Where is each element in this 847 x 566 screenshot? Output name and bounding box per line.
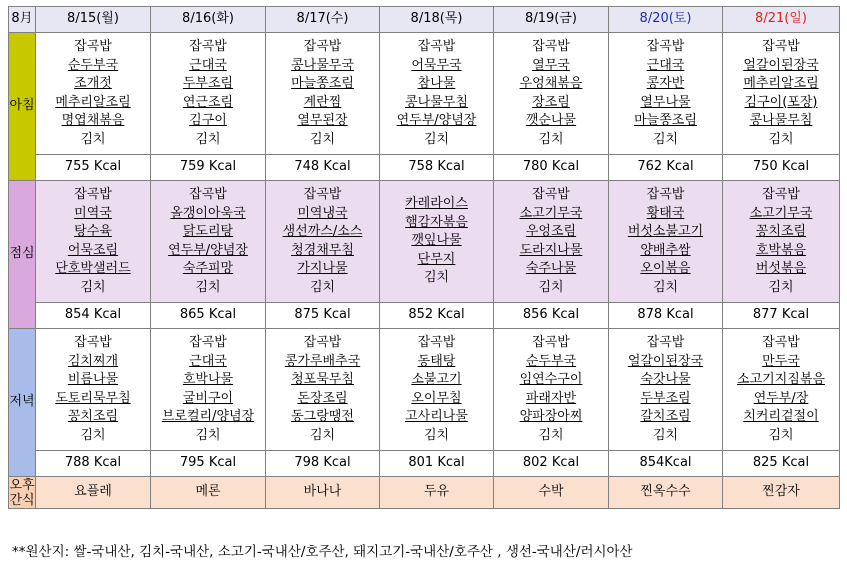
menu-item: 메추리알조림 [55, 94, 131, 110]
menu-item: 우엉조림 [525, 224, 577, 239]
menu-item: 호박볶음 [755, 242, 807, 258]
snack-item: 수박 [494, 477, 609, 509]
menu-item: 호박나물 [182, 372, 234, 387]
menu-item: 연두부/양념장 [396, 113, 477, 128]
kcal-value: 856 Kcal [494, 303, 609, 329]
kcal-value: 802 Kcal [494, 451, 609, 477]
kcal-value: 795 Kcal [151, 451, 266, 477]
kcal-value: 877 Kcal [723, 303, 840, 329]
menu-item: 잡곡밥 [532, 187, 570, 202]
menu-item: 김치 [538, 427, 564, 443]
kcal-value: 750 Kcal [723, 155, 840, 181]
month-label: 8月 [9, 7, 36, 33]
kcal-value: 758 Kcal [380, 155, 494, 181]
menu-item: 숙주피망 [182, 261, 234, 276]
menu-item: 양배추쌈 [640, 242, 691, 258]
lunch-menu-cell [609, 181, 723, 303]
menu-item: 명엽채볶음 [61, 113, 125, 128]
menu-item: 꽁치조림 [755, 224, 807, 239]
menu-item: 어묵무국 [411, 57, 462, 73]
menu-item: 숙주나물 [525, 261, 577, 276]
menu-item: 장조림 [532, 94, 570, 110]
menu-item: 햄감자볶음 [405, 214, 468, 230]
kcal-value: 875 Kcal [266, 303, 380, 329]
menu-item: 돈장조림 [297, 390, 348, 406]
breakfast-menu-cell [494, 33, 609, 155]
day-header-fri: 8/19(금) [494, 7, 609, 33]
menu-item: 잡곡밥 [762, 335, 800, 350]
menu-item: 도라지나물 [519, 242, 583, 258]
dinner-menu-cell [151, 329, 266, 451]
snack-item: 두유 [380, 477, 494, 509]
menu-item: 마늘쫑조림 [634, 113, 697, 128]
menu-item: 잡곡밥 [532, 39, 570, 54]
menu-item: 김치 [80, 131, 106, 147]
dinner-menu-cell [494, 329, 609, 451]
breakfast-menu-cell [266, 33, 380, 155]
menu-item: 만두국 [762, 353, 800, 369]
menu-item: 두부조림 [640, 390, 691, 406]
menu-item: 브로컬리/양념장 [161, 409, 255, 424]
lunch-menu-cell [723, 181, 840, 303]
menu-item: 김치 [80, 279, 106, 295]
menu-item: 잡곡밥 [417, 39, 456, 54]
menu-item: 단무지 [417, 251, 456, 267]
menu-item: 김치 [768, 279, 794, 295]
menu-item: 콩나물무침 [749, 113, 813, 128]
menu-item: 굴비구이 [182, 390, 234, 406]
menu-item: 꽁치조림 [67, 409, 119, 424]
menu-item: 잡곡밥 [646, 335, 685, 350]
lunch-menu-cell [380, 181, 494, 303]
menu-item: 소불고기 [411, 372, 462, 387]
menu-item: 잡곡밥 [646, 39, 685, 54]
menu-item: 잡곡밥 [189, 335, 227, 350]
header-row [9, 7, 840, 33]
origin-note: **원산지: 쌀-국내산, 김치-국내산, 소고기-국내산/호주산, 돼지고기-국내산/호주산 , 생선-국내산/러시아산 [12, 544, 633, 560]
menu-item: 갈치조림 [640, 409, 691, 424]
menu-item: 김치 [80, 427, 106, 443]
kcal-value: 788 Kcal [36, 451, 151, 477]
lunch-menu-cell [494, 181, 609, 303]
menu-item: 김치 [195, 427, 221, 443]
menu-item: 잡곡밥 [74, 39, 112, 54]
kcal-value: 748 Kcal [266, 155, 380, 181]
dinner-menu-cell [36, 329, 151, 451]
menu-item: 올갱이아욱국 [170, 205, 246, 221]
day-header-sat: 8/20(토) [609, 7, 723, 33]
menu-item: 계란찜 [303, 94, 342, 110]
breakfast-menu-cell [723, 33, 840, 155]
breakfast-label: 아침 [9, 33, 36, 181]
menu-item: 숙갓나물 [640, 372, 691, 387]
menu-item: 어묵조림 [67, 242, 119, 258]
menu-item: 닭도리탕 [182, 224, 234, 239]
menu-item: 열무된장 [297, 113, 348, 128]
menu-item: 근대국 [189, 353, 227, 369]
menu-item: 김구이(포장) [744, 94, 818, 110]
weekly-meal-table [8, 6, 840, 509]
menu-item: 얼갈이된장국 [743, 57, 819, 73]
menu-item: 순두부국 [67, 57, 119, 73]
menu-item: 김치 [195, 279, 221, 295]
snack-item: 찐감자 [723, 477, 840, 509]
lunch-menu-cell [36, 181, 151, 303]
menu-item: 얼갈이된장국 [627, 353, 704, 369]
menu-item: 임연수구이 [519, 372, 583, 387]
menu-item: 잡곡밥 [74, 335, 112, 350]
menu-item: 파래자반 [525, 390, 577, 406]
dinner-menu-cell [723, 329, 840, 451]
dinner-kcal-row [9, 451, 840, 477]
menu-item: 근대국 [189, 57, 227, 73]
kcal-value: 762 Kcal [609, 155, 723, 181]
menu-item: 김치찌개 [67, 353, 119, 369]
menu-item: 잡곡밥 [762, 187, 800, 202]
dinner-menu-cell [609, 329, 723, 451]
menu-item: 콩자반 [646, 76, 685, 91]
menu-item: 양파장아찌 [519, 409, 583, 424]
menu-item: 단호박샐러드 [55, 261, 131, 276]
menu-item: 연근조림 [182, 94, 234, 110]
menu-item: 잡곡밥 [417, 335, 456, 350]
menu-item: 고사리나물 [405, 409, 468, 424]
breakfast-kcal-row [9, 155, 840, 181]
menu-item: 잡곡밥 [189, 39, 227, 54]
kcal-value: 798 Kcal [266, 451, 380, 477]
menu-item: 잡곡밥 [303, 39, 342, 54]
menu-item: 조개젓 [74, 76, 112, 91]
menu-item: 김치 [652, 427, 679, 443]
menu-item: 두부조림 [182, 76, 234, 91]
kcal-value: 865 Kcal [151, 303, 266, 329]
menu-item: 비름나물 [67, 372, 119, 387]
menu-item: 김치 [309, 131, 336, 147]
menu-item: 생선까스/소스 [282, 224, 363, 239]
menu-item: 연두부/장 [753, 390, 809, 406]
day-header-mon: 8/15(월) [36, 7, 151, 33]
menu-item: 참나물 [417, 76, 456, 91]
lunch-row [9, 181, 840, 303]
dinner-row [9, 329, 840, 451]
breakfast-menu-cell [609, 33, 723, 155]
menu-item: 오이무침 [411, 390, 462, 406]
snack-row [9, 477, 840, 509]
menu-item: 김치 [538, 131, 564, 147]
menu-item: 가지나물 [297, 261, 348, 276]
menu-item: 우엉채볶음 [519, 76, 583, 91]
menu-item: 황태국 [646, 205, 685, 221]
menu-item: 잡곡밥 [303, 187, 342, 202]
lunch-menu-cell [266, 181, 380, 303]
kcal-value: 854 Kcal [36, 303, 151, 329]
day-header-wed: 8/17(수) [266, 7, 380, 33]
menu-item: 김치 [309, 427, 336, 443]
menu-item: 김치 [768, 427, 794, 443]
kcal-value: 852 Kcal [380, 303, 494, 329]
menu-item: 소고기무국 [519, 205, 583, 221]
menu-item: 탕수육 [74, 224, 112, 239]
menu-item: 도토리묵무침 [55, 390, 131, 406]
kcal-value: 854Kcal [609, 451, 723, 477]
breakfast-menu-cell [151, 33, 266, 155]
menu-item: 오이볶음 [640, 261, 691, 276]
snack-item: 메론 [151, 477, 266, 509]
menu-item: 김치 [652, 131, 679, 147]
breakfast-menu-cell [380, 33, 494, 155]
menu-item: 열무나물 [640, 94, 691, 110]
menu-item: 잡곡밥 [189, 187, 227, 202]
kcal-value: 801 Kcal [380, 451, 494, 477]
menu-item: 잡곡밥 [532, 335, 570, 350]
menu-item: 김치 [423, 270, 450, 286]
menu-item: 콩나물무침 [405, 94, 468, 110]
menu-item: 청경채무침 [291, 242, 354, 258]
menu-item: 열무국 [532, 57, 570, 73]
menu-item: 카레라이스 [405, 196, 468, 212]
lunch-menu-cell [151, 181, 266, 303]
menu-item: 버섯볶음 [755, 261, 807, 276]
breakfast-row [9, 33, 840, 155]
menu-item: 잡곡밥 [74, 187, 112, 202]
menu-item: 소고기지짐볶음 [737, 372, 825, 387]
menu-item: 김치 [423, 427, 450, 443]
snack-item: 찐옥수수 [609, 477, 723, 509]
menu-item: 콩가루배추국 [284, 353, 361, 369]
menu-item: 김구이 [189, 113, 227, 128]
snack-item: 요플레 [36, 477, 151, 509]
menu-item: 미역국 [74, 205, 112, 221]
menu-item: 김치 [768, 131, 794, 147]
menu-item: 잡곡밥 [762, 39, 800, 54]
menu-item: 버섯소불고기 [627, 224, 704, 239]
menu-item: 잡곡밥 [646, 187, 685, 202]
kcal-value: 780 Kcal [494, 155, 609, 181]
breakfast-menu-cell [36, 33, 151, 155]
lunch-kcal-row [9, 303, 840, 329]
kcal-value: 759 Kcal [151, 155, 266, 181]
menu-item: 치커리겉절이 [743, 409, 819, 424]
day-header-thu: 8/18(목) [380, 7, 494, 33]
menu-item: 김치 [652, 279, 679, 295]
menu-item: 콩나물무국 [291, 57, 354, 73]
menu-item: 깻순나물 [525, 113, 577, 128]
menu-item: 미역냉국 [297, 205, 348, 221]
menu-item: 김치 [309, 279, 336, 295]
menu-item: 마늘쫑조림 [291, 76, 354, 91]
menu-item: 청포묵무침 [291, 372, 354, 387]
snack-item: 바나나 [266, 477, 380, 509]
dinner-menu-cell [266, 329, 380, 451]
menu-item: 김치 [423, 131, 450, 147]
menu-item: 동그랑땡전 [291, 409, 354, 424]
menu-item: 연두부/양념장 [168, 242, 248, 258]
menu-item: 깻잎나물 [411, 233, 462, 249]
menu-item: 소고기무국 [749, 205, 813, 221]
lunch-label: 점심 [9, 181, 36, 329]
menu-item: 메추리알조림 [743, 76, 819, 91]
menu-item: 김치 [195, 131, 221, 147]
dinner-label: 저녁 [9, 329, 36, 477]
menu-item: 순두부국 [525, 353, 577, 369]
menu-item: 동태탕 [417, 353, 456, 369]
menu-item: 김치 [538, 279, 564, 295]
menu-item: 근대국 [646, 57, 685, 73]
kcal-value: 755 Kcal [36, 155, 151, 181]
snack-label: 오후 간식 [9, 477, 35, 508]
dinner-menu-cell [380, 329, 494, 451]
kcal-value: 825 Kcal [723, 451, 840, 477]
day-header-sun: 8/21(일) [723, 7, 840, 33]
menu-item: 잡곡밥 [303, 335, 342, 350]
kcal-value: 878 Kcal [609, 303, 723, 329]
day-header-tue: 8/16(화) [151, 7, 266, 33]
